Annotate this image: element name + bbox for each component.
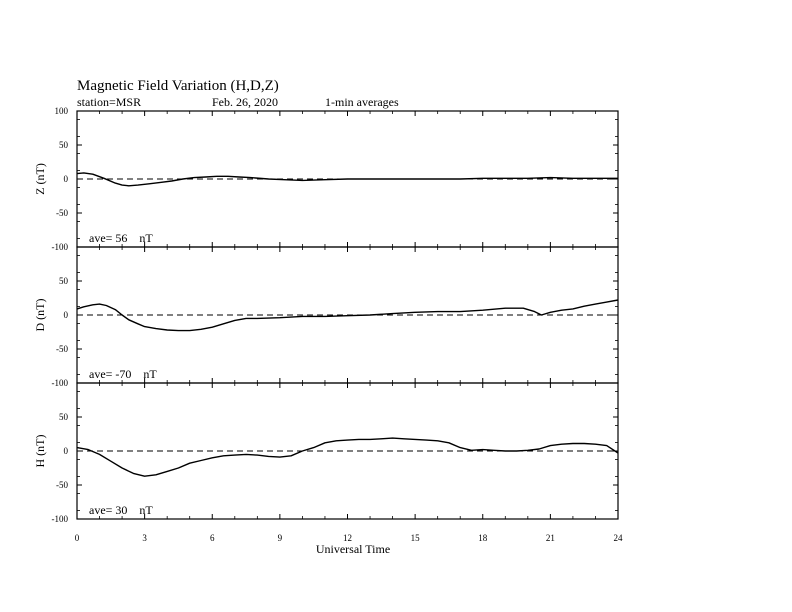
ave-annotation: ave= -70 nT xyxy=(89,367,157,381)
ave-annotation: ave= 56 nT xyxy=(89,231,153,245)
y-tick-label: 100 xyxy=(54,106,68,116)
averaging-label: 1-min averages xyxy=(325,95,399,109)
series-line-h xyxy=(77,438,618,476)
y-tick-label: -100 xyxy=(51,378,68,388)
station-label: station=MSR xyxy=(77,95,142,109)
y-tick-label: 50 xyxy=(59,276,68,286)
x-tick-label: 15 xyxy=(410,533,420,543)
panels xyxy=(33,106,618,524)
x-tick-label: 9 xyxy=(277,533,283,543)
x-tick-label: 6 xyxy=(210,533,215,543)
date-label: Feb. 26, 2020 xyxy=(212,95,278,109)
y-tick-label: 0 xyxy=(63,174,68,184)
chart-title: Magnetic Field Variation (H,D,Z) xyxy=(77,78,279,94)
panel-h xyxy=(33,383,618,524)
y-axis-label: D (nT) xyxy=(33,298,47,332)
x-tick-label: 24 xyxy=(613,533,623,543)
y-axis-label: H (nT) xyxy=(33,434,47,468)
panel-d xyxy=(33,247,618,388)
ave-annotation: ave= 30 nT xyxy=(89,503,153,517)
x-axis-label: Universal Time xyxy=(315,542,391,556)
y-tick-label: 0 xyxy=(63,446,68,456)
y-tick-label: -50 xyxy=(56,208,68,218)
y-tick-label: -50 xyxy=(56,344,68,354)
x-tick-label: 21 xyxy=(545,533,555,543)
y-axis-label: Z (nT) xyxy=(33,163,47,195)
x-tick-label: 12 xyxy=(343,533,352,543)
y-tick-label: -100 xyxy=(51,242,68,252)
x-tick-label: 3 xyxy=(142,533,147,543)
panel-z xyxy=(33,106,618,252)
y-tick-label: -50 xyxy=(56,480,68,490)
y-tick-label: 50 xyxy=(59,140,68,150)
y-tick-label: 50 xyxy=(59,412,68,422)
y-tick-label: 0 xyxy=(63,310,68,320)
x-tick-label: 0 xyxy=(74,533,80,543)
x-tick-label: 18 xyxy=(478,533,488,543)
y-tick-label: -100 xyxy=(51,514,68,524)
